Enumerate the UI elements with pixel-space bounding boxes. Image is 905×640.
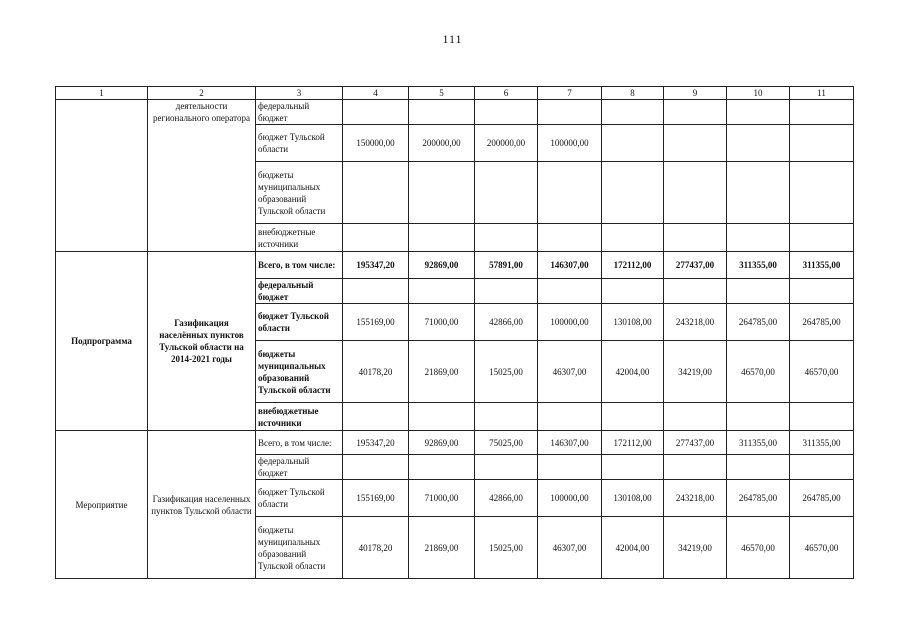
value-cell (790, 455, 854, 480)
value-cell (409, 403, 475, 431)
value-cell: 195347,20 (343, 431, 409, 455)
value-cell (409, 100, 475, 125)
kind-cell: Подпрограмма (56, 252, 148, 431)
value-cell (343, 403, 409, 431)
value-cell: 75025,00 (475, 431, 538, 455)
value-cell: 146307,00 (538, 431, 602, 455)
column-number: 2 (148, 87, 256, 100)
table-row (56, 431, 854, 455)
value-cell: 243218,00 (664, 480, 727, 517)
value-cell: 42004,00 (602, 341, 664, 403)
measure-name-cell: деятельности регионального оператора (148, 100, 256, 252)
value-cell (664, 125, 727, 162)
value-cell: 92869,00 (409, 252, 475, 279)
measure-name-cell: Газификация населённых пунктов Тульской области на 2014-2021 годы (148, 252, 256, 431)
value-cell (475, 455, 538, 480)
value-cell (409, 162, 475, 224)
value-cell: 311355,00 (727, 431, 790, 455)
value-cell (727, 403, 790, 431)
value-cell (602, 162, 664, 224)
value-cell (343, 279, 409, 304)
value-cell (664, 279, 727, 304)
value-cell: 34219,00 (664, 517, 727, 579)
table-row (56, 100, 854, 125)
value-cell: 46570,00 (790, 517, 854, 579)
value-cell: 15025,00 (475, 517, 538, 579)
value-cell: 100000,00 (538, 125, 602, 162)
column-number-row (56, 87, 854, 100)
value-cell (538, 162, 602, 224)
value-cell (664, 100, 727, 125)
value-cell: 71000,00 (409, 480, 475, 517)
column-number: 3 (256, 87, 343, 100)
value-cell: 42866,00 (475, 480, 538, 517)
value-cell: 40178,20 (343, 341, 409, 403)
value-cell: 46307,00 (538, 341, 602, 403)
value-cell (602, 125, 664, 162)
value-cell: 34219,00 (664, 341, 727, 403)
value-cell: 21869,00 (409, 517, 475, 579)
column-number: 8 (602, 87, 664, 100)
value-cell: 311355,00 (790, 252, 854, 279)
value-cell: 46570,00 (727, 341, 790, 403)
value-cell (475, 162, 538, 224)
value-cell (409, 455, 475, 480)
value-cell (727, 100, 790, 125)
value-cell: 46570,00 (727, 517, 790, 579)
source-cell: внебюджетные источники (256, 403, 343, 431)
column-number: 9 (664, 87, 727, 100)
value-cell: 264785,00 (727, 304, 790, 341)
source-cell: бюджеты муниципальных образований Тульской области (256, 162, 343, 224)
column-number: 10 (727, 87, 790, 100)
value-cell (538, 279, 602, 304)
source-cell: федеральный бюджет (256, 100, 343, 125)
value-cell: 57891,00 (475, 252, 538, 279)
page-number: 111 (442, 32, 463, 46)
source-cell: федеральный бюджет (256, 455, 343, 480)
column-number: 1 (56, 87, 148, 100)
value-cell: 46307,00 (538, 517, 602, 579)
value-cell (727, 224, 790, 252)
value-cell (475, 224, 538, 252)
value-cell: 200000,00 (475, 125, 538, 162)
source-cell: Всего, в том числе: (256, 431, 343, 455)
column-number: 5 (409, 87, 475, 100)
value-cell (602, 100, 664, 125)
value-cell: 155169,00 (343, 480, 409, 517)
value-cell (664, 224, 727, 252)
value-cell: 100000,00 (538, 480, 602, 517)
value-cell: 243218,00 (664, 304, 727, 341)
value-cell: 311355,00 (790, 431, 854, 455)
value-cell: 155169,00 (343, 304, 409, 341)
source-cell: бюджет Тульской области (256, 125, 343, 162)
column-number: 6 (475, 87, 538, 100)
value-cell: 21869,00 (409, 341, 475, 403)
value-cell (727, 455, 790, 480)
value-cell (727, 279, 790, 304)
measure-name-cell: Газификация населенных пунктов Тульской области (148, 431, 256, 579)
column-number: 7 (538, 87, 602, 100)
value-cell: 311355,00 (727, 252, 790, 279)
value-cell (409, 224, 475, 252)
value-cell: 264785,00 (790, 480, 854, 517)
value-cell (790, 162, 854, 224)
value-cell (790, 125, 854, 162)
value-cell (602, 224, 664, 252)
table-row (56, 252, 854, 279)
value-cell: 264785,00 (790, 304, 854, 341)
value-cell: 71000,00 (409, 304, 475, 341)
column-number: 11 (790, 87, 854, 100)
value-cell (475, 403, 538, 431)
value-cell: 130108,00 (602, 480, 664, 517)
value-cell (538, 224, 602, 252)
source-cell: бюджеты муниципальных образований Тульской области (256, 517, 343, 579)
value-cell (664, 403, 727, 431)
value-cell: 200000,00 (409, 125, 475, 162)
value-cell (790, 403, 854, 431)
value-cell (664, 455, 727, 480)
value-cell: 277437,00 (664, 252, 727, 279)
value-cell (602, 455, 664, 480)
value-cell: 92869,00 (409, 431, 475, 455)
value-cell (343, 162, 409, 224)
value-cell (409, 279, 475, 304)
value-cell: 277437,00 (664, 431, 727, 455)
source-cell: Всего, в том числе: (256, 252, 343, 279)
column-number: 4 (343, 87, 409, 100)
value-cell: 42866,00 (475, 304, 538, 341)
value-cell (343, 100, 409, 125)
value-cell: 264785,00 (727, 480, 790, 517)
value-cell: 42004,00 (602, 517, 664, 579)
source-cell: бюджеты муниципальных образований Тульской области (256, 341, 343, 403)
kind-cell: Мероприятие (56, 431, 148, 579)
value-cell (475, 100, 538, 125)
value-cell: 40178,20 (343, 517, 409, 579)
value-cell: 46570,00 (790, 341, 854, 403)
value-cell (790, 100, 854, 125)
value-cell (727, 162, 790, 224)
source-cell: федеральный бюджет (256, 279, 343, 304)
value-cell (343, 224, 409, 252)
value-cell: 195347,20 (343, 252, 409, 279)
budget-table (55, 86, 854, 579)
value-cell: 100000,00 (538, 304, 602, 341)
value-cell (602, 403, 664, 431)
value-cell (664, 162, 727, 224)
source-cell: внебюджетные источники (256, 224, 343, 252)
value-cell (602, 279, 664, 304)
kind-cell (56, 100, 148, 252)
value-cell (475, 279, 538, 304)
value-cell: 146307,00 (538, 252, 602, 279)
value-cell (538, 455, 602, 480)
value-cell: 172112,00 (602, 252, 664, 279)
value-cell: 15025,00 (475, 341, 538, 403)
value-cell: 150000,00 (343, 125, 409, 162)
value-cell (538, 100, 602, 125)
value-cell: 130108,00 (602, 304, 664, 341)
value-cell (727, 125, 790, 162)
source-cell: бюджет Тульской области (256, 480, 343, 517)
value-cell (790, 224, 854, 252)
value-cell (538, 403, 602, 431)
value-cell: 172112,00 (602, 431, 664, 455)
value-cell (343, 455, 409, 480)
value-cell (790, 279, 854, 304)
source-cell: бюджет Тульской области (256, 304, 343, 341)
